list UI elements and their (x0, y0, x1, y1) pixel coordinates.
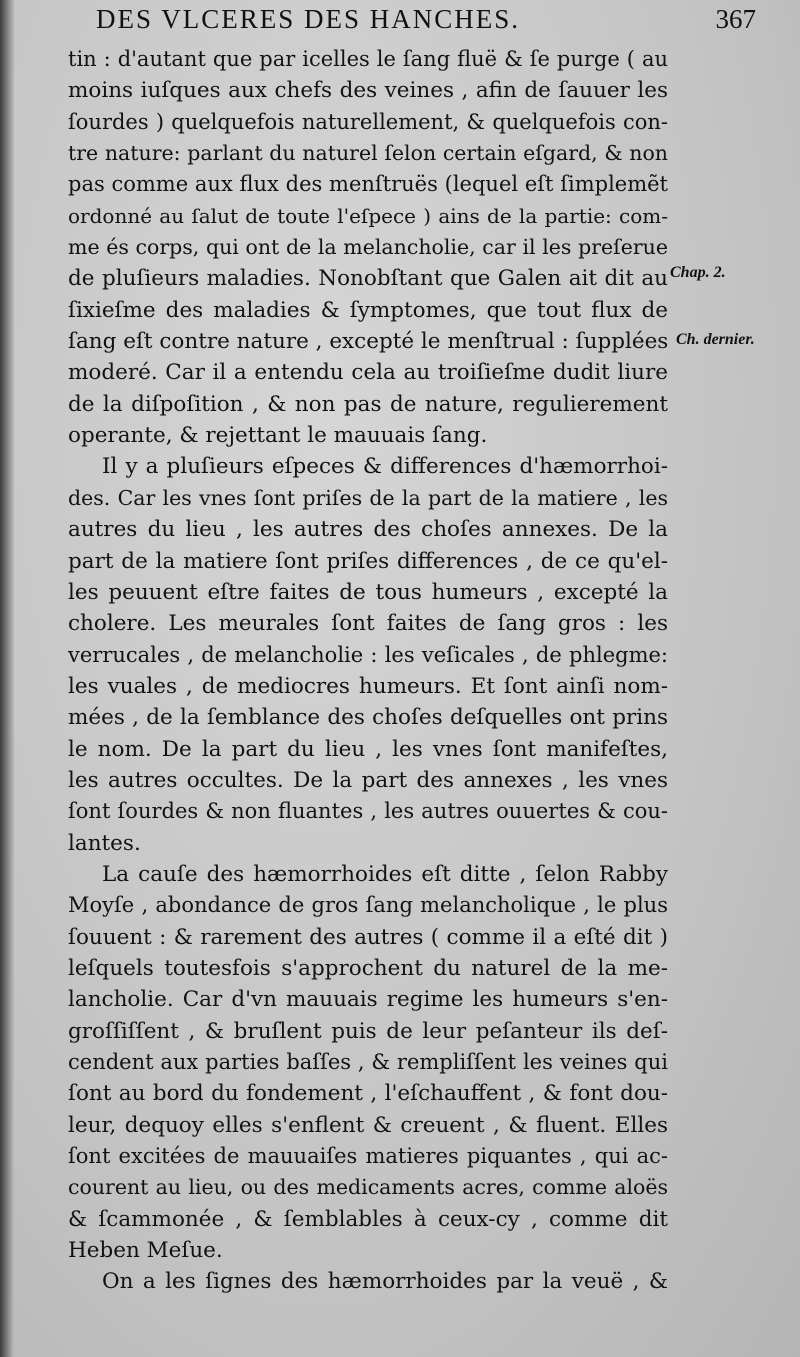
text-line: de la diſpoſition , & non pas de nature, regulierement (68, 391, 668, 417)
text-line: Heben Meſue. (68, 1238, 223, 1264)
text-line: On a les ſignes des hæmorrhoides par la veuë , & (102, 1269, 668, 1295)
text-line: moderé. Car il a entendu cela au troiſieſme dudit liure (68, 360, 668, 386)
text-line: mées , de la ſemblance des choſes deſquelles ont prins (68, 705, 668, 731)
text-line: Il y a pluſieurs eſpeces & differences d'hæmorrhoi- (102, 454, 668, 480)
text-line: le nom. De la part du lieu , les vnes ſont manifeſtes, (68, 736, 668, 762)
page-number: 367 (715, 4, 756, 34)
text-line: me és corps, qui ont de la melancholie, car il les preſerue (68, 235, 668, 260)
text-line: tin : d'autant que par icelles le ſang fluë & ſe purge ( au (68, 47, 668, 71)
text-line: tre nature: parlant du naturel ſelon certain eſgard, & non (68, 141, 668, 166)
text-line: leur, dequoy elles s'enflent & creuent , & fluent. Elles (68, 1112, 668, 1138)
text-line: les autres occultes. De la part des annexes , les vnes (68, 767, 668, 793)
text-line: les vuales , de mediocres humeurs. Et ſont ainſi nom- (68, 673, 668, 699)
text-line: pas comme aux flux des menſtruës (lequel eſt ſimplemẽt (68, 172, 668, 197)
text-line: cholere. Les meurales ſont faites de ſang gros : les (68, 611, 668, 637)
text-line: des. Car les vnes ſont priſes de la part de la matiere , les (68, 485, 668, 510)
text-line: La cauſe des hæmorrhoides eſt ditte , ſelon Rabby (102, 861, 668, 887)
text-line: leſquels toutesfois s'approchent du naturel de la me- (68, 955, 668, 981)
text-line: ſixieſme des maladies & ſymptomes, que tout flux de (68, 297, 668, 323)
text-line: lantes. (68, 830, 141, 856)
text-line: ſont au bord du fondement , l'eſchauffent , & font dou- (68, 1081, 668, 1107)
text-line: de pluſieurs maladies. Nonobſtant que Galen ait dit au (68, 266, 668, 292)
text-line: operante, & rejettant le mauuais ſang. (68, 423, 488, 449)
text-line: lancholie. Car d'vn mauuais regime les humeurs s'en- (68, 987, 668, 1013)
text-line: Moyſe , abondance de gros ſang melancholique , le plus (68, 893, 668, 918)
text-line: part de la matiere ſont priſes differences , de ce qu'el- (68, 548, 668, 574)
text-line: groſſiſſent , & bruſlent puis de leur peſanteur ils deſ- (68, 1018, 668, 1044)
body-text (68, 44, 668, 1298)
margin-note-chapter: Chap. 2. (670, 264, 726, 281)
text-line: les peuuent eſtre faites de tous humeurs , excepté la (68, 579, 668, 605)
margin-note-last-chapter: Ch. dernier. (676, 331, 755, 348)
text-line: verrucales , de melancholie : les veſicales , de phlegme: (68, 642, 668, 667)
text-line: ſourdes ) quelquefois naturellement, & quelquefois con- (68, 109, 668, 134)
text-line: ordonné au ſalut de toute l'eſpece ) ains de la partie: com- (68, 203, 668, 228)
text-line: & ſcammonée , & ſemblables à ceux-cy , comme dit (68, 1206, 668, 1232)
text-line: courent au lieu, ou des medicaments acres, comme aloës (68, 1175, 668, 1200)
text-line: ſouuent : & rarement des autres ( comme il a eſté dit ) (68, 924, 668, 950)
text-line: autres du lieu , les autres des choſes annexes. De la (68, 517, 668, 543)
text-line: moins iuſques aux chefs des veines , afin de ſauuer les (68, 78, 668, 104)
running-title: DES VLCERES DES HANCHES. (96, 4, 521, 34)
running-header (96, 4, 756, 42)
page-gutter-shadow (0, 0, 14, 1357)
text-line: ſont ſourdes & non fluantes , les autres ouuertes & cou- (68, 799, 668, 824)
text-line: cendent aux parties baſſes , & rempliſſent les veines qui (68, 1050, 668, 1074)
text-line: ſont excitées de mauuaiſes matieres piquantes , qui ac- (68, 1144, 668, 1169)
text-line: ſang eſt contre nature , excepté le menſtrual : ſupplées (68, 329, 669, 355)
